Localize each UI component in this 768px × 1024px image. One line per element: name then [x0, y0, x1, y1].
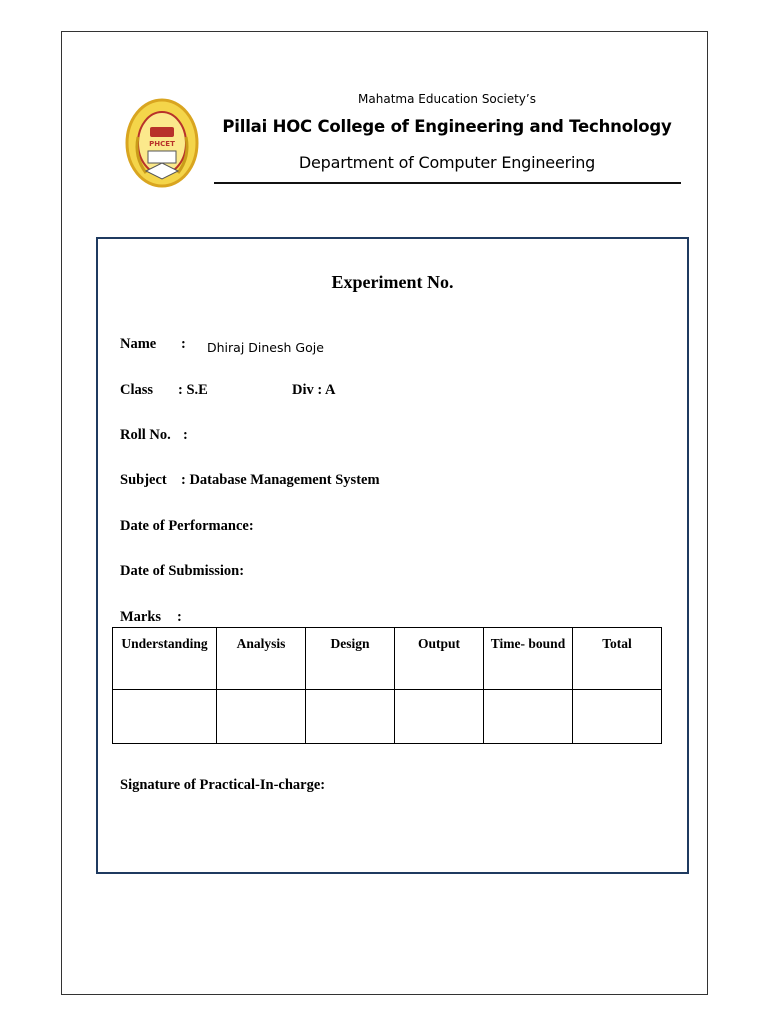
header-understanding: Understanding [113, 628, 217, 690]
marks-value-row [113, 690, 662, 744]
header-design: Design [306, 628, 395, 690]
class-label: Class [120, 382, 154, 398]
cell-understanding [113, 690, 217, 744]
header-rule [214, 182, 681, 184]
department-name: Department of Computer Engineering [298, 153, 596, 172]
header-output: Output [395, 628, 484, 690]
marks-colon: : [177, 609, 182, 625]
performance-date-label: Date of Performance: [120, 518, 254, 534]
submission-date-label: Date of Submission: [120, 563, 245, 579]
header-total: Total [573, 628, 662, 690]
cell-design [306, 690, 395, 744]
roll-colon: : [183, 427, 188, 443]
name-label: Name [120, 336, 157, 352]
experiment-title: Experiment No. [331, 272, 454, 292]
college-name: Pillai HOC College of Engineering and Technology [222, 117, 672, 136]
div-label: Div : A [292, 382, 336, 398]
logo-text: PHCET [149, 140, 175, 148]
marks-label: Marks [120, 609, 162, 625]
cell-output [395, 690, 484, 744]
cell-time-bound [484, 690, 573, 744]
subject-label: Subject [120, 472, 167, 488]
header-analysis: Analysis [217, 628, 306, 690]
header-time-bound: Time- bound [484, 628, 573, 690]
marks-header-row [113, 628, 662, 690]
subject-value: : Database Management System [181, 472, 380, 488]
marks-table [112, 627, 662, 744]
roll-label: Roll No. [120, 427, 171, 443]
cell-analysis [217, 690, 306, 744]
college-logo [124, 97, 200, 195]
class-value: : S.E [178, 382, 208, 398]
name-colon: : [181, 336, 186, 352]
signature-label: Signature of Practical-In-charge: [120, 777, 326, 793]
cell-total [573, 690, 662, 744]
name-value: Dhiraj Dinesh Goje [207, 340, 324, 355]
society-name: Mahatma Education Society’s [358, 92, 536, 106]
